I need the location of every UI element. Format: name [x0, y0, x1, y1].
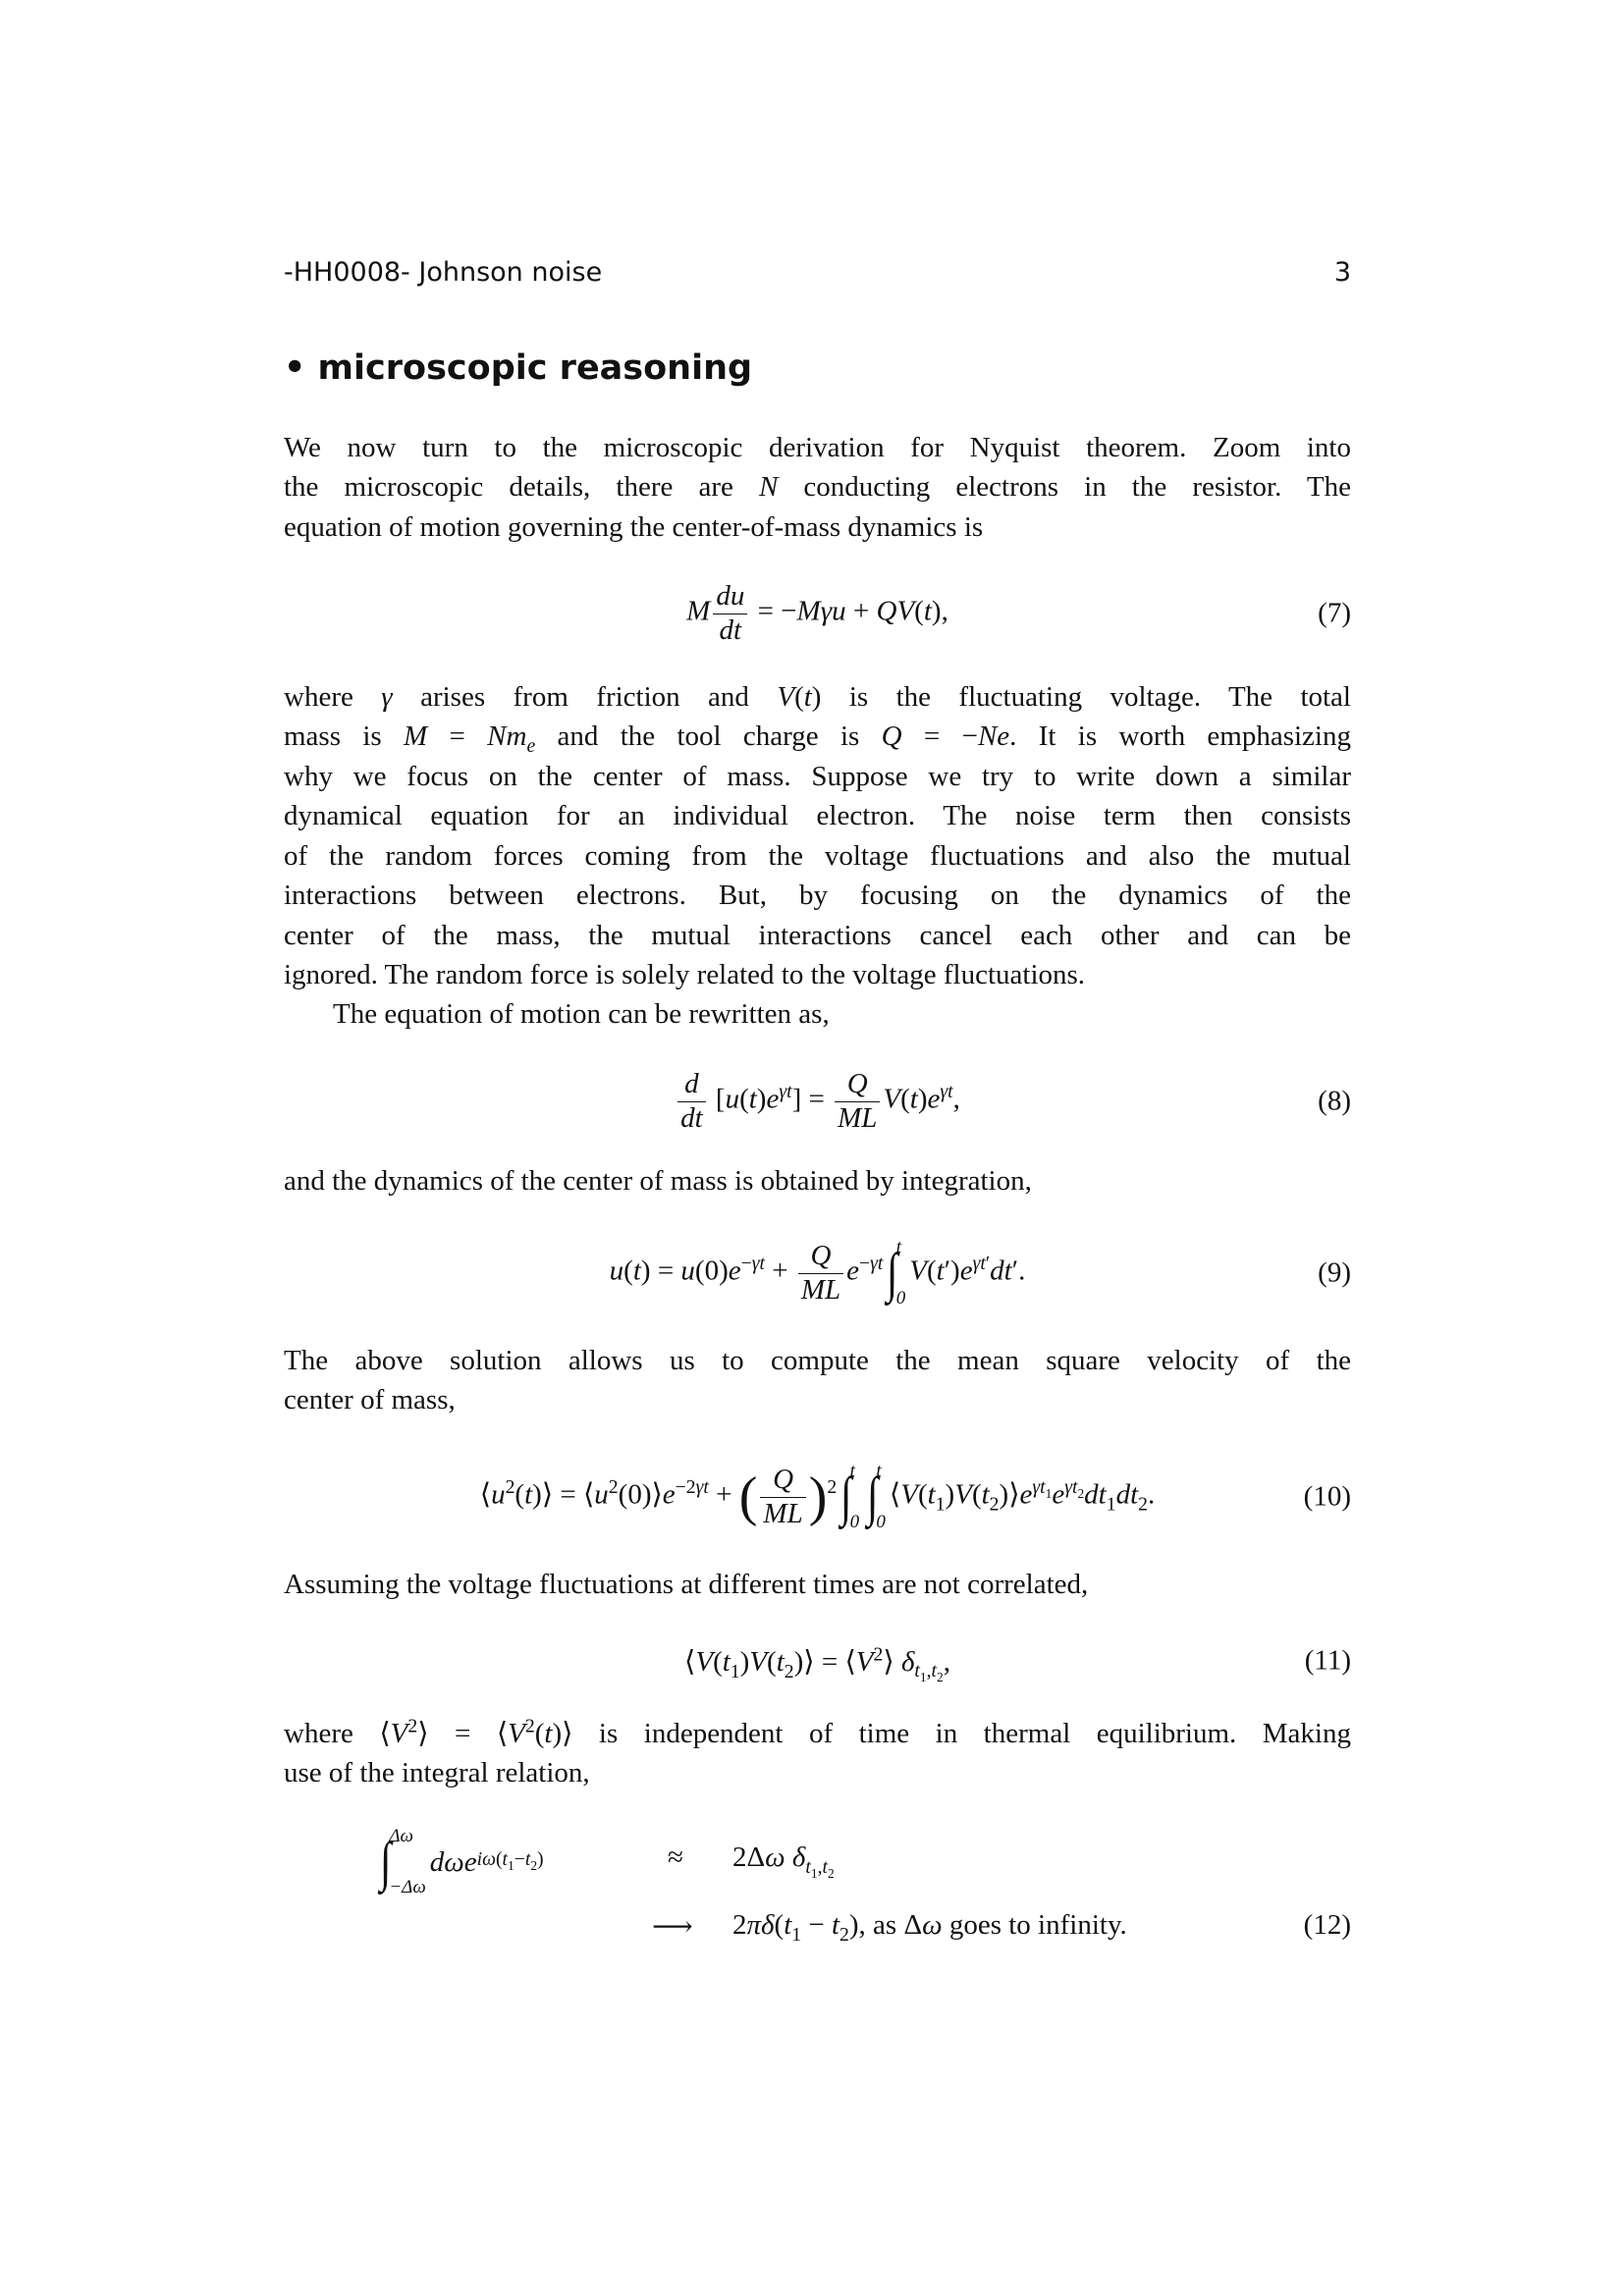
text-run: ( — [900, 1083, 910, 1115]
text-run: center of the mass, the mutual interactions cancel each other and can be — [284, 920, 1351, 951]
math-symbol: t — [544, 1718, 553, 1749]
math-symbol: u — [725, 1083, 740, 1115]
math-symbol: V — [855, 1645, 874, 1678]
math-symbol: V — [749, 1645, 768, 1678]
text-run: arises from friction and — [392, 681, 778, 713]
text-run: ( — [794, 681, 804, 713]
math-symbol: Mγu — [796, 595, 846, 627]
math-symbol: dωe — [429, 1845, 477, 1878]
text-run: + — [708, 1478, 739, 1511]
math-symbol: du — [716, 580, 745, 613]
text-run: 1 — [1045, 1485, 1053, 1501]
text-run: 2 — [827, 1476, 838, 1498]
math-symbol: t — [632, 1255, 641, 1287]
text-run: of the random forces coming from the voltage fluctuations and also the mutual — [284, 840, 1351, 872]
text-run: (0)⟩ — [618, 1478, 663, 1511]
text-run: 2 — [732, 1909, 747, 1941]
text-run: 1 — [791, 1923, 802, 1946]
text-line — [284, 507, 1351, 547]
math-symbol: t — [914, 1660, 920, 1682]
text-run — [785, 1842, 792, 1873]
math-symbol: V — [390, 1718, 408, 1749]
subscript — [914, 1660, 944, 1685]
text-run: 2 — [524, 1715, 535, 1737]
arrow-symbol: ⟶ — [652, 1911, 693, 1943]
subscript — [508, 1857, 514, 1872]
math-symbol: t — [981, 1478, 990, 1511]
math-symbol: γt — [870, 1253, 884, 1274]
text-run: 2 — [1077, 1485, 1085, 1501]
superscript — [779, 1081, 791, 1102]
text-run: dynamical equation for an individual electron. The noise term then consists — [284, 800, 1351, 831]
equation-body — [684, 1642, 950, 1685]
math-symbol: Q — [810, 1240, 832, 1272]
text-run: − — [859, 1253, 871, 1274]
math-symbol: u — [594, 1478, 609, 1511]
text-line — [284, 1380, 1351, 1419]
text-run: 2 — [873, 1642, 884, 1665]
math-symbol: V — [508, 1718, 525, 1749]
equation-12-lhs — [376, 1818, 544, 1906]
text-run: + — [765, 1255, 795, 1287]
text-run: ⟨ — [479, 1478, 492, 1511]
integral-sign-icon: ∫ — [840, 1467, 852, 1527]
text-run: goes to infinity. — [942, 1909, 1127, 1941]
delimiter: ) — [808, 1467, 828, 1527]
math-symbol: Ne — [977, 721, 1010, 752]
superscript — [1032, 1476, 1053, 1501]
text-run: ( — [917, 1478, 928, 1511]
subscript — [785, 1660, 794, 1682]
text-run: ) — [537, 1847, 544, 1870]
text-run: )⟩ = ⟨ — [532, 1478, 595, 1511]
text-run: ( — [534, 1718, 545, 1749]
page-number: 3 — [1333, 257, 1351, 288]
integral-limits — [389, 1826, 425, 1898]
text-run: interactions between electrons. But, by focusing on the dynamics of the — [284, 880, 1351, 911]
text-run: Assuming the voltage fluctuations at different times are not correlated, — [284, 1569, 1089, 1600]
text-run: the microscopic details, there are — [284, 471, 759, 503]
display-equation — [284, 569, 1351, 658]
text-line — [284, 836, 1351, 876]
text-run: ( — [514, 1478, 525, 1511]
math-symbol: V — [909, 1255, 927, 1287]
math-symbol: u — [491, 1478, 506, 1511]
math-symbol: t — [722, 1645, 731, 1678]
equation-number: (12) — [1303, 1909, 1351, 1941]
text-run: , — [817, 1855, 823, 1878]
math-symbol: d — [684, 1068, 699, 1100]
text-run: 2 — [937, 1670, 944, 1685]
text-run: where — [284, 681, 382, 713]
text-line — [284, 994, 1351, 1034]
math-symbol: V — [883, 1083, 901, 1115]
subscript — [526, 735, 535, 757]
text-run: The equation of motion can be rewritten as, — [333, 998, 830, 1030]
text-line — [284, 757, 1351, 796]
text-line — [284, 1161, 1351, 1201]
math-symbol: t — [927, 1478, 936, 1511]
subscript — [920, 1670, 927, 1684]
superscript — [859, 1253, 883, 1274]
text-line — [284, 467, 1351, 507]
subscript — [811, 1866, 818, 1881]
text-run: ′ — [985, 1253, 991, 1274]
text-run: 2 — [407, 1715, 418, 1737]
fraction — [798, 1240, 843, 1307]
denominator — [677, 1102, 706, 1135]
numerator — [835, 1068, 880, 1101]
text-run: 2 — [989, 1493, 1000, 1516]
math-symbol: t — [931, 1660, 938, 1682]
math-symbol: e — [526, 734, 536, 757]
math-symbol: Q — [773, 1464, 794, 1496]
denominator — [713, 614, 747, 647]
superscript — [609, 1476, 619, 1498]
text-run: ) = — [640, 1255, 681, 1287]
math-symbol: t — [524, 1478, 533, 1511]
delimiter: ( — [738, 1467, 758, 1527]
math-symbol: t — [831, 1909, 840, 1941]
integral — [839, 1461, 859, 1533]
math-symbol: Q — [846, 1068, 868, 1100]
fraction — [677, 1068, 706, 1135]
upper-limit: t — [849, 1461, 855, 1481]
math-symbol: e — [927, 1083, 941, 1115]
text-run: ) — [739, 1645, 750, 1678]
fraction — [760, 1464, 805, 1530]
equation-number: (8) — [1318, 1085, 1351, 1117]
math-symbol: t — [822, 1855, 828, 1878]
numerator — [798, 1240, 843, 1273]
text-run: center of mass, — [284, 1384, 456, 1415]
math-symbol: γt — [1064, 1476, 1078, 1498]
text-run: ( — [971, 1478, 982, 1511]
math-symbol: e — [728, 1255, 741, 1287]
text-run: ( — [713, 1645, 723, 1678]
text-run: ignored. The random force is solely related to the voltage fluctuations. — [284, 959, 1086, 990]
text-run: ) — [917, 1083, 928, 1115]
math-symbol: iω — [476, 1847, 496, 1870]
text-run: ⟨ — [889, 1478, 901, 1511]
math-symbol: dt — [680, 1101, 703, 1134]
text-run: ( — [495, 1847, 503, 1870]
text-line — [284, 428, 1351, 467]
running-header-title: -HH0008- Johnson noise — [284, 257, 603, 288]
subscript — [805, 1855, 835, 1881]
superscript — [940, 1081, 952, 1102]
text-line — [284, 876, 1351, 915]
text-run: ( — [767, 1645, 777, 1678]
math-symbol: πδ — [746, 1909, 775, 1941]
math-symbol: t — [805, 1855, 811, 1878]
math-symbol: t — [909, 1083, 918, 1115]
math-symbol: t — [936, 1255, 945, 1287]
text-run: , — [926, 1660, 932, 1682]
math-symbol: dt — [990, 1255, 1012, 1287]
text-run: , — [952, 1083, 960, 1115]
text-run: −2 — [675, 1476, 696, 1498]
superscript — [827, 1476, 837, 1498]
text-line — [284, 796, 1351, 835]
text-run: ( — [914, 595, 924, 627]
integral-sign-icon: ∫ — [379, 1832, 392, 1893]
text-run: )⟩ = ⟨ — [793, 1645, 856, 1678]
text-run: where ⟨ — [284, 1718, 391, 1749]
subscript — [731, 1660, 740, 1682]
lower-limit: 0 — [895, 1288, 906, 1308]
math-symbol: e — [846, 1255, 860, 1287]
math-symbol: t — [748, 1083, 757, 1115]
subscript — [936, 1493, 946, 1515]
text-run: ) — [945, 1478, 955, 1511]
math-symbol: γt — [972, 1253, 986, 1274]
text-run: ] = — [791, 1083, 833, 1115]
text-run: 2 — [1138, 1493, 1149, 1516]
math-symbol: u — [609, 1255, 624, 1287]
math-symbol: e — [959, 1255, 973, 1287]
text-run: ⟨ — [684, 1645, 696, 1678]
superscript — [973, 1253, 991, 1274]
math-symbol: t — [923, 595, 932, 627]
lower-limit: 0 — [849, 1512, 860, 1532]
equation-number: (11) — [1304, 1644, 1351, 1677]
text-run: 2 — [608, 1476, 619, 1498]
text-line — [284, 717, 1351, 756]
math-symbol: t — [784, 1909, 792, 1941]
text-run: ), — [931, 595, 948, 627]
text-run: ) — [756, 1083, 767, 1115]
equation-body — [610, 1237, 1026, 1309]
superscript — [506, 1476, 515, 1498]
text-run: 2 — [505, 1476, 515, 1498]
math-symbol: Nm — [487, 721, 527, 752]
math-symbol: dt — [1115, 1478, 1139, 1511]
math-symbol: ML — [763, 1497, 803, 1529]
fraction — [835, 1068, 880, 1135]
subscript — [839, 1924, 849, 1946]
text-line — [284, 916, 1351, 955]
equation-body — [686, 580, 948, 647]
integral — [865, 1461, 886, 1533]
superscript — [407, 1715, 417, 1736]
math-symbol: γt — [1032, 1476, 1046, 1498]
text-run: , — [943, 1645, 950, 1678]
text-run: ( — [926, 1255, 937, 1287]
equation-body — [675, 1068, 960, 1135]
display-equation — [284, 1453, 1351, 1541]
fraction — [713, 580, 747, 647]
text-run: 1 — [935, 1493, 946, 1516]
math-symbol: V — [777, 681, 795, 713]
text-run: (0) — [694, 1255, 729, 1287]
math-symbol: ML — [838, 1101, 878, 1134]
math-symbol: V — [954, 1478, 972, 1511]
text-line — [284, 1753, 1351, 1792]
text-run: = — [427, 721, 488, 752]
numerator — [760, 1464, 805, 1497]
integral — [885, 1237, 905, 1309]
superscript — [525, 1715, 535, 1736]
upper-limit: Δω — [389, 1826, 413, 1846]
text-run: ⟩ = ⟨ — [417, 1718, 509, 1749]
text-run: ), as Δ — [848, 1909, 923, 1941]
math-symbol: Q — [881, 721, 902, 752]
text-run: 2Δ — [732, 1842, 766, 1873]
math-symbol: t — [524, 1847, 531, 1870]
math-symbol: ω — [922, 1909, 943, 1941]
text-run: ⟩ — [883, 1645, 901, 1678]
subscript — [1138, 1493, 1148, 1515]
text-run: ′. — [1011, 1255, 1026, 1287]
equation-12-rhs1 — [732, 1842, 835, 1881]
math-symbol: e — [1019, 1478, 1033, 1511]
math-symbol: e — [1052, 1478, 1065, 1511]
text-run: 1 — [1106, 1493, 1116, 1516]
equation-12-rhs2 — [732, 1909, 1127, 1946]
integral-sign-icon: ∫ — [866, 1467, 879, 1527]
equation-body — [480, 1461, 1156, 1533]
math-symbol: ML — [800, 1273, 841, 1306]
text-run: = − — [901, 721, 978, 752]
superscript — [874, 1643, 884, 1665]
math-symbol: t — [803, 681, 812, 713]
math-symbol: M — [686, 595, 711, 627]
text-run: )⟩ — [999, 1478, 1020, 1511]
text-run: − — [801, 1909, 832, 1941]
math-symbol: γt — [940, 1081, 953, 1102]
integral — [378, 1826, 426, 1898]
text-line — [284, 1714, 1351, 1753]
text-run: 2 — [530, 1857, 538, 1873]
text-run: We now turn to the microscopic derivation for Nyquist theorem. Zoom into — [284, 432, 1351, 463]
math-symbol: δ — [791, 1842, 806, 1873]
text-run: 2 — [784, 1660, 794, 1682]
math-symbol: dt — [1084, 1478, 1107, 1511]
denominator — [760, 1498, 805, 1530]
display-equation — [284, 1057, 1351, 1146]
superscript — [1064, 1476, 1085, 1501]
text-run: why we focus on the center of mass. Suppose we try to write down a similar — [284, 761, 1351, 792]
math-symbol: QV — [876, 595, 915, 627]
math-symbol: t — [776, 1645, 785, 1678]
subscript — [791, 1924, 801, 1946]
math-symbol: γ — [381, 681, 393, 713]
text-run: ′) — [944, 1255, 960, 1287]
lower-limit: 0 — [876, 1512, 886, 1532]
text-run: 2 — [839, 1923, 849, 1946]
lower-limit: −Δω — [389, 1877, 426, 1897]
math-symbol: V — [900, 1478, 918, 1511]
numerator — [713, 580, 747, 614]
math-symbol: δ — [900, 1645, 915, 1678]
text-run: and the tool charge is — [535, 721, 882, 752]
text-run: ) is the fluctuating voltage. The total — [811, 681, 1351, 713]
equation-number: (10) — [1303, 1480, 1351, 1513]
text-run: = − — [750, 595, 797, 627]
display-equation — [284, 1229, 1351, 1317]
denominator — [798, 1274, 843, 1307]
text-run: mass is — [284, 721, 404, 752]
math-symbol: e — [766, 1083, 780, 1115]
denominator — [835, 1102, 880, 1135]
equation-number: (7) — [1318, 597, 1351, 629]
subscript — [828, 1866, 835, 1881]
text-run: 1 — [810, 1865, 818, 1881]
subscript — [990, 1493, 1000, 1515]
text-run: [ — [708, 1083, 726, 1115]
text-line — [284, 1341, 1351, 1380]
text-run: )⟩ is independent of time in thermal equilibrium. Making — [552, 1718, 1351, 1749]
math-symbol: t — [502, 1847, 509, 1870]
text-run: equation of motion governing the center-of-mass dynamics is — [284, 511, 984, 543]
math-symbol: dt — [719, 614, 742, 646]
text-run: ( — [739, 1083, 749, 1115]
math-symbol: γt — [779, 1081, 792, 1102]
text-line — [284, 955, 1351, 994]
integral-sign-icon: ∫ — [887, 1243, 898, 1304]
numerator — [677, 1068, 706, 1101]
text-run: 1 — [919, 1670, 927, 1685]
approx-symbol: ≈ — [668, 1842, 683, 1873]
math-symbol: ω — [765, 1842, 785, 1873]
math-symbol: γt — [695, 1476, 709, 1498]
upper-limit: t — [895, 1237, 902, 1257]
text-line — [284, 677, 1351, 717]
equation-number: (9) — [1318, 1256, 1351, 1289]
math-symbol: γt — [751, 1253, 765, 1274]
display-equation — [284, 1617, 1351, 1705]
text-run: 1 — [730, 1660, 740, 1682]
text-run: and the dynamics of the center of mass is obtained by integration, — [284, 1165, 1032, 1197]
text-run: . It is worth emphasizing — [1009, 721, 1351, 752]
subscript — [1107, 1493, 1116, 1515]
text-run: conducting electrons in the resistor. The — [778, 471, 1351, 503]
math-symbol: N — [758, 471, 779, 503]
subscript — [937, 1670, 944, 1684]
math-symbol: e — [662, 1478, 676, 1511]
math-symbol: u — [680, 1255, 695, 1287]
text-line — [284, 1565, 1351, 1604]
text-run: The above solution allows us to compute the mean square velocity of the — [284, 1345, 1351, 1376]
text-run: − — [514, 1847, 525, 1870]
text-run: ( — [623, 1255, 633, 1287]
text-run: − — [740, 1253, 752, 1274]
text-run: 2 — [827, 1865, 835, 1881]
text-run: 1 — [508, 1857, 514, 1873]
text-run: . — [1148, 1478, 1156, 1511]
text-run: use of the integral relation, — [284, 1757, 590, 1789]
upper-limit: t — [876, 1461, 882, 1481]
math-symbol: M — [403, 721, 428, 752]
text-run: ( — [774, 1909, 785, 1941]
superscript — [741, 1253, 765, 1274]
superscript — [676, 1476, 709, 1498]
text-run: + — [845, 595, 877, 627]
math-symbol: V — [695, 1645, 714, 1678]
section-heading: • microscopic reasoning — [284, 348, 753, 388]
